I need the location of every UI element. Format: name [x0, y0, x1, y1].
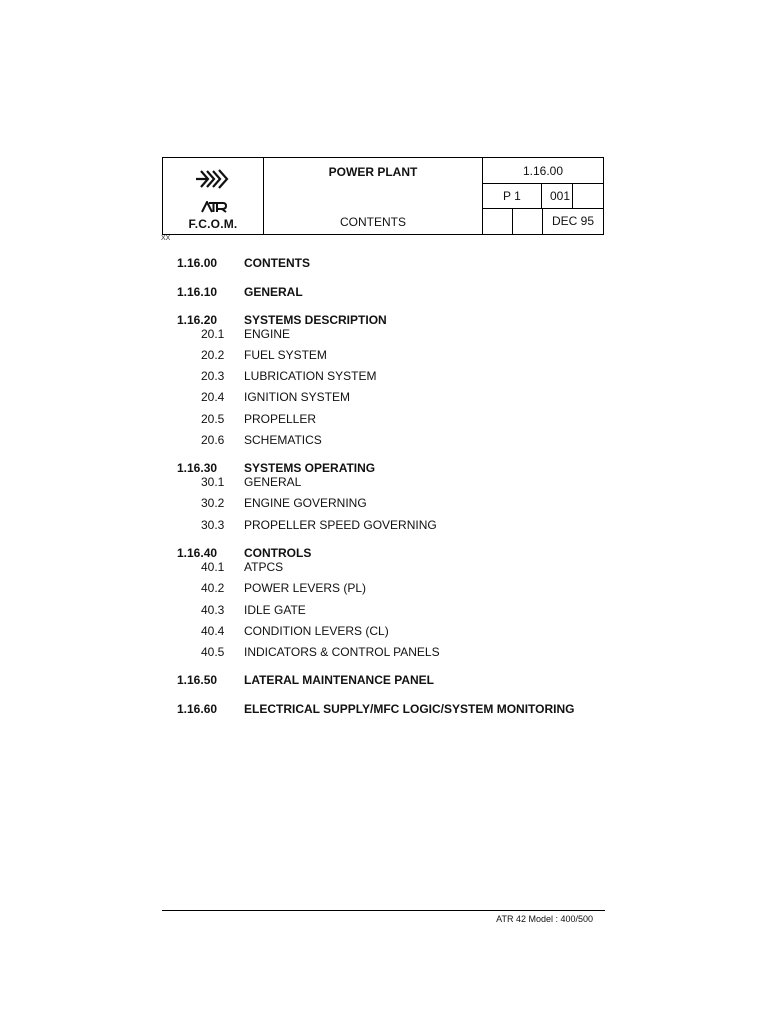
toc-number: 40.4 [201, 624, 225, 638]
revision-number: 001 [542, 184, 573, 209]
toc-number: 30.2 [201, 496, 225, 510]
empty-cell [513, 209, 543, 234]
toc-label: SYSTEMS OPERATING [244, 461, 376, 475]
toc-label: SCHEMATICS [244, 433, 322, 447]
toc-label: ELECTRICAL SUPPLY/MFC LOGIC/SYSTEM MONITORING [244, 702, 575, 716]
toc-label: PROPELLER SPEED GOVERNING [244, 518, 437, 532]
atr-birds-logo-icon [194, 166, 230, 192]
toc-number: 40.2 [201, 581, 225, 595]
section-code: 1.16.00 [483, 158, 603, 184]
title-cell [264, 158, 483, 234]
toc-number: 1.16.20 [177, 313, 218, 327]
toc-number: 1.16.50 [177, 673, 218, 687]
revision-date: DEC 95 [551, 214, 595, 228]
toc-label: IGNITION SYSTEM [244, 390, 351, 404]
toc-number: 20.6 [201, 433, 225, 447]
toc-label: FUEL SYSTEM [244, 348, 327, 362]
toc-label: IDLE GATE [244, 603, 306, 617]
toc-label: ENGINE GOVERNING [244, 496, 367, 510]
revision-mark: XX [161, 235, 171, 242]
toc-label: ENGINE [244, 327, 291, 341]
toc-number: 1.16.40 [177, 546, 218, 560]
toc-label: CONTENTS [244, 256, 310, 270]
toc-number: 1.16.60 [177, 702, 218, 716]
toc-number: 30.3 [201, 518, 225, 532]
document-header-box [162, 157, 604, 235]
toc-number: 40.5 [201, 645, 225, 659]
toc-number: 1.16.10 [177, 285, 218, 299]
empty-cell [573, 184, 603, 209]
toc-label: CONDITION LEVERS (CL) [244, 624, 389, 638]
footer-model: ATR 42 Model : 400/500 [496, 914, 593, 924]
toc-number: 20.5 [201, 412, 225, 426]
toc-label: LATERAL MAINTENANCE PANEL [244, 673, 434, 687]
footer-divider [162, 910, 605, 911]
toc-number: 20.2 [201, 348, 225, 362]
toc-label: GENERAL [244, 475, 302, 489]
atr-wordmark-icon [201, 201, 227, 213]
toc-label: INDICATORS & CONTROL PANELS [244, 645, 440, 659]
toc-label: PROPELLER [244, 412, 317, 426]
section-title: POWER PLANT [328, 165, 418, 179]
toc-number: 40.3 [201, 603, 225, 617]
toc-number: 40.1 [201, 560, 225, 574]
toc-label: LUBRICATION SYSTEM [244, 369, 377, 383]
toc-label: CONTROLS [244, 546, 312, 560]
logo-cell [163, 158, 264, 234]
page-number: P 1 [483, 184, 542, 209]
toc-label: SYSTEMS DESCRIPTION [244, 313, 387, 327]
toc-label: ATPCS [244, 560, 284, 574]
toc-number: 20.3 [201, 369, 225, 383]
fcom-caption: F.C.O.M. [188, 217, 238, 231]
toc-number: 1.16.00 [177, 256, 218, 270]
toc-number: 20.4 [201, 390, 225, 404]
toc-label: POWER LEVERS (PL) [244, 581, 367, 595]
toc-number: 20.1 [201, 327, 225, 341]
empty-cell [483, 209, 513, 234]
section-subtitle: CONTENTS [340, 215, 406, 229]
toc-number: 30.1 [201, 475, 225, 489]
toc-number: 1.16.30 [177, 461, 218, 475]
reference-cells [483, 158, 603, 234]
toc-label: GENERAL [244, 285, 303, 299]
